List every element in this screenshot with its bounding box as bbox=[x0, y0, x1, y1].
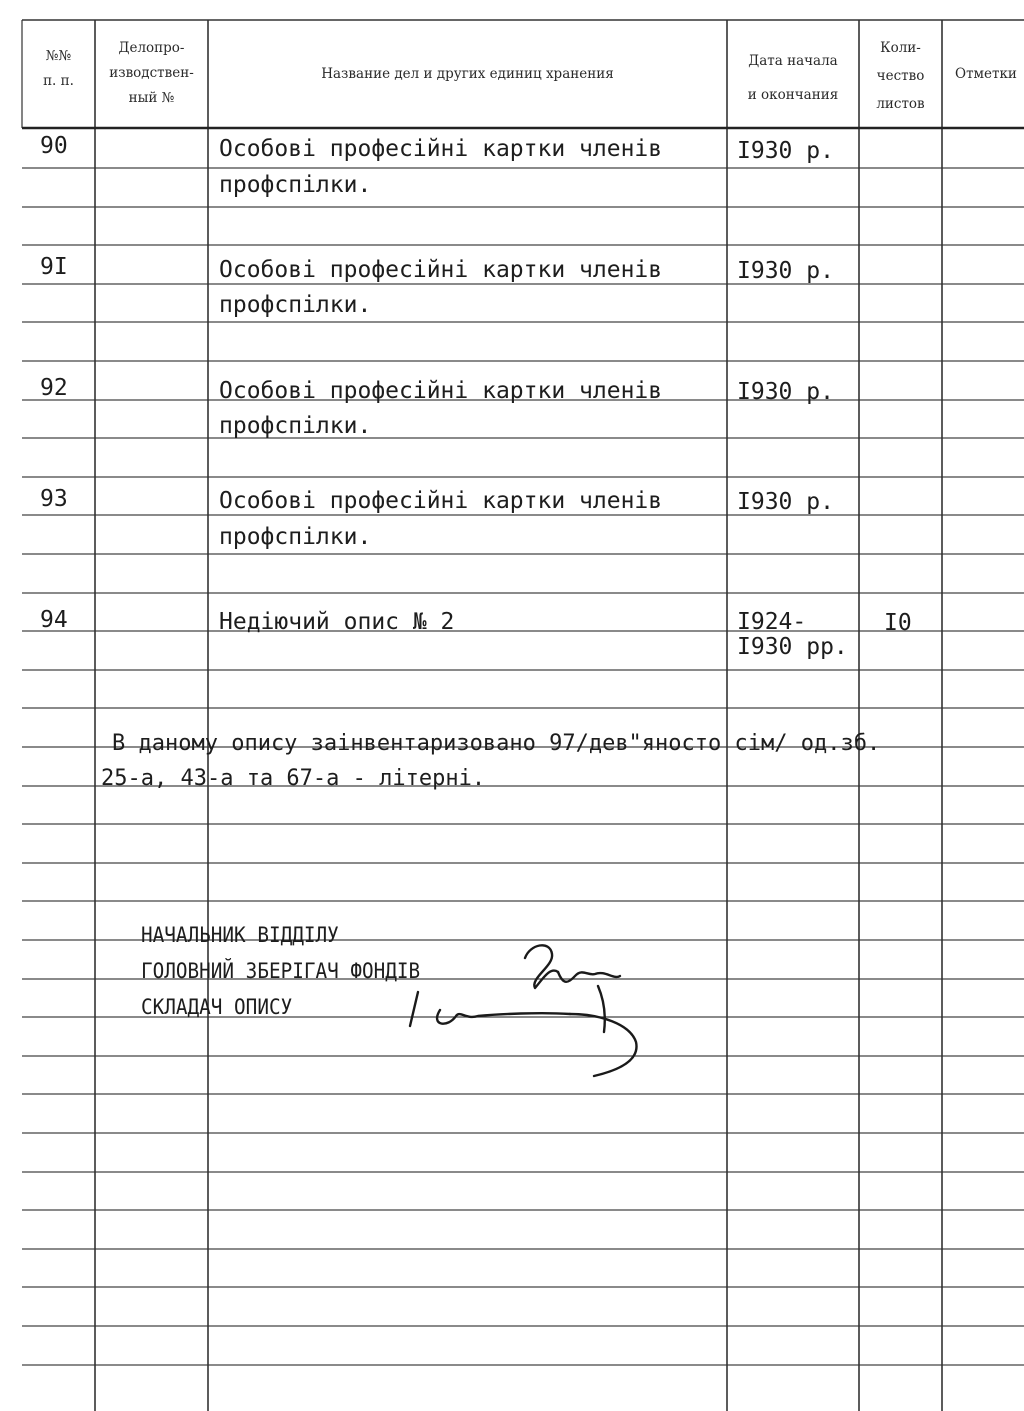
row-title: Особові професійні картки членів bbox=[219, 378, 663, 404]
row-title-continued: профспілки. bbox=[219, 292, 372, 318]
header-dates-line: и окончания bbox=[747, 87, 839, 103]
row-date: I930 р. bbox=[737, 379, 834, 405]
header-office-line: Делопро- bbox=[118, 40, 185, 56]
row-title: Особові професійні картки членів bbox=[219, 488, 663, 514]
header-title-column: Название дел и других единиц хранения bbox=[321, 66, 614, 82]
row-number: 90 bbox=[40, 133, 68, 159]
signature-title-head-of-department: НАЧАЛЬНИК ВІДДІЛУ bbox=[141, 923, 339, 947]
header-dates-line: Дата начала bbox=[748, 53, 838, 69]
signature-title-chief-custodian: ГОЛОВНИЙ ЗБЕРІГАЧ ФОНДІВ bbox=[141, 959, 421, 983]
header-notes-column: Отметки bbox=[955, 66, 1017, 82]
vertical-rules bbox=[22, 20, 942, 1411]
row-title: Особові професійні картки членів bbox=[219, 136, 663, 162]
handwritten-signature bbox=[400, 930, 660, 1090]
header-sheets-column bbox=[859, 34, 942, 118]
header-sheets-line: чество bbox=[876, 68, 925, 84]
row-title-continued: профспілки. bbox=[219, 172, 372, 198]
summary-line: В даному опису заінвентаризовано 97/дев"яносто сім/ од.зб. bbox=[112, 731, 881, 756]
header-sheets-line: Коли- bbox=[880, 40, 921, 56]
row-number: 92 bbox=[40, 375, 68, 401]
header-number-column bbox=[22, 44, 95, 94]
row-date: I930 р. bbox=[737, 489, 834, 515]
row-title-continued: профспілки. bbox=[219, 413, 372, 439]
summary-line-continued: 25-а, 43-а та 67-а - літерні. bbox=[101, 766, 486, 791]
row-number: 9I bbox=[40, 254, 68, 280]
header-dates-column bbox=[727, 44, 859, 112]
row-title-continued: профспілки. bbox=[219, 524, 372, 550]
header-number-line: №№ bbox=[45, 48, 72, 64]
header-sheets-line: листов bbox=[876, 96, 925, 112]
row-title: Особові професійні картки членів bbox=[219, 257, 663, 283]
row-date: I930 р. bbox=[737, 138, 834, 164]
row-title: Недіючий опис № 2 bbox=[219, 609, 455, 635]
signature-title-compiler: СКЛАДАЧ ОПИСУ bbox=[141, 995, 293, 1019]
row-date: I924- bbox=[737, 609, 807, 635]
row-date: I930 р. bbox=[737, 258, 834, 284]
header-office-line: изводствен- bbox=[109, 65, 194, 81]
row-sheet-count: I0 bbox=[884, 610, 912, 636]
row-date-end: I930 рр. bbox=[737, 634, 848, 660]
header-office-line: ный № bbox=[128, 90, 175, 106]
header-number-line: п. п. bbox=[43, 73, 74, 89]
row-number: 93 bbox=[40, 486, 68, 512]
row-number: 94 bbox=[40, 607, 68, 633]
header-office-number-column bbox=[95, 36, 208, 111]
